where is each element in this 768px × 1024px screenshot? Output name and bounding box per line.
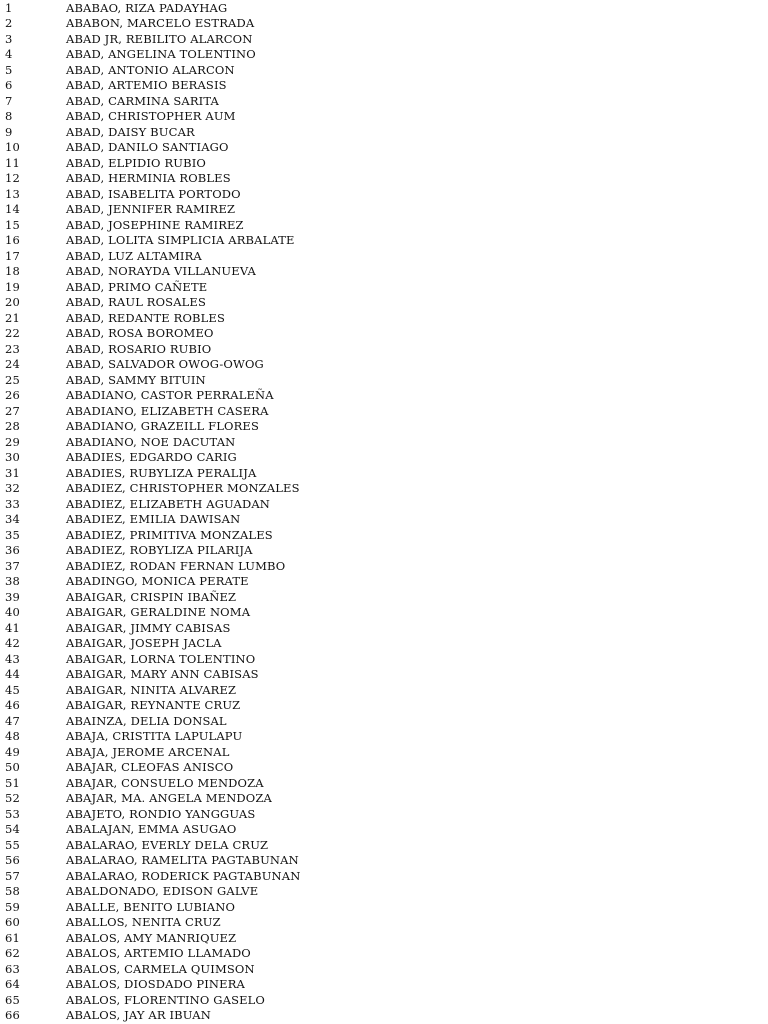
row-number: 35 — [5, 527, 20, 542]
list-row — [0, 807, 768, 823]
row-name: ABAD, RAUL ROSALES — [66, 295, 207, 309]
row-name: ABAD, JOSEPHINE RAMIREZ — [66, 217, 244, 232]
row-number: 20 — [5, 295, 20, 309]
row-number: 53 — [5, 806, 20, 821]
row-name: ABAD, LOLITA SIMPLICIA ARBALATE — [66, 233, 295, 247]
list-row — [0, 47, 768, 63]
list-row — [0, 218, 768, 234]
list-row — [0, 977, 768, 993]
row-name: ABAD, ANTONIO ALARCON — [66, 62, 235, 77]
list-row — [0, 853, 768, 869]
row-name: ABAD, DANILO SANTIAGO — [66, 140, 229, 154]
row-number: 21 — [5, 310, 20, 325]
row-name: ABAJETO, RONDIO YANGGUAS — [66, 806, 256, 821]
row-name: ABADIEZ, PRIMITIVA MONZALES — [66, 527, 273, 542]
row-number: 5 — [5, 62, 13, 77]
row-name: ABAIGAR, GERALDINE NOMA — [66, 605, 251, 619]
row-name: ABAD, HERMINIA ROBLES — [66, 171, 231, 185]
list-row — [0, 140, 768, 156]
list-row — [0, 869, 768, 885]
row-number: 55 — [5, 837, 20, 852]
list-row — [0, 900, 768, 916]
list-row — [0, 32, 768, 48]
list-row — [0, 373, 768, 389]
list-row — [0, 745, 768, 761]
row-number: 54 — [5, 822, 20, 836]
list-row — [0, 776, 768, 792]
list-row — [0, 109, 768, 125]
row-number: 46 — [5, 698, 20, 712]
row-number: 12 — [5, 171, 20, 185]
row-name: ABADIEZ, EMILIA DAWISAN — [66, 512, 241, 526]
row-number: 34 — [5, 512, 20, 526]
list-row — [0, 1008, 768, 1024]
list-row — [0, 295, 768, 311]
row-number: 8 — [5, 109, 13, 123]
list-row — [0, 450, 768, 466]
row-name: ABAD, ARTEMIO BERASIS — [66, 78, 227, 92]
row-number: 48 — [5, 729, 20, 743]
list-row — [0, 280, 768, 296]
row-name: ABALOS, ARTEMIO LLAMADO — [66, 946, 251, 960]
row-number: 65 — [5, 992, 20, 1007]
row-name: ABAD, CHRISTOPHER AUM — [66, 109, 236, 123]
list-row — [0, 419, 768, 435]
row-number: 37 — [5, 558, 20, 573]
list-row — [0, 993, 768, 1009]
row-name: ABAIGAR, LORNA TOLENTINO — [66, 651, 256, 666]
row-name: ABAIGAR, MARY ANN CABISAS — [66, 667, 259, 681]
list-row — [0, 357, 768, 373]
row-number: 30 — [5, 450, 20, 464]
row-name: ABAINZA, DELIA DONSAL — [66, 713, 227, 728]
row-name: ABADIES, RUBYLIZA PERALIJA — [66, 465, 257, 480]
list-row — [0, 187, 768, 203]
list-row — [0, 822, 768, 838]
list-row — [0, 388, 768, 404]
row-name: ABAD, CARMINA SARITA — [66, 93, 220, 108]
list-row — [0, 466, 768, 482]
row-number: 18 — [5, 264, 20, 278]
row-name: ABAIGAR, REYNANTE CRUZ — [66, 698, 241, 712]
row-name: ABADIEZ, ELIZABETH AGUADAN — [66, 496, 271, 511]
row-name: ABALLE, BENITO LUBIANO — [66, 899, 236, 914]
row-name: ABAJA, CRISTITA LAPULAPU — [66, 729, 243, 743]
list-row — [0, 497, 768, 513]
row-number: 38 — [5, 574, 20, 588]
row-name: ABAD, ROSARIO RUBIO — [66, 341, 212, 356]
row-number: 17 — [5, 248, 20, 263]
list-row — [0, 481, 768, 497]
row-number: 66 — [5, 1008, 20, 1022]
row-number: 32 — [5, 481, 20, 495]
row-name: ABAD, ANGELINA TOLENTINO — [66, 47, 256, 61]
row-number: 23 — [5, 341, 20, 356]
row-name: ABALOS, CARMELA QUIMSON — [66, 961, 255, 976]
row-name: ABAD, SAMMY BITUIN — [66, 372, 206, 387]
row-number: 15 — [5, 217, 20, 232]
list-row — [0, 249, 768, 265]
list-row — [0, 233, 768, 249]
list-row — [0, 621, 768, 637]
list-row — [0, 915, 768, 931]
row-number: 51 — [5, 775, 20, 790]
row-name: ABADIEZ, ROBYLIZA PILARIJA — [66, 543, 253, 557]
row-number: 10 — [5, 140, 20, 154]
list-row — [0, 683, 768, 699]
row-name: ABALOS, JAY AR IBUAN — [66, 1008, 211, 1022]
list-row — [0, 652, 768, 668]
row-number: 58 — [5, 884, 20, 898]
list-row — [0, 16, 768, 32]
row-name: ABALARAO, RAMELITA PAGTABUNAN — [66, 853, 299, 867]
list-row — [0, 636, 768, 652]
row-number: 11 — [5, 155, 20, 170]
list-row — [0, 94, 768, 110]
row-name: ABALAJAN, EMMA ASUGAO — [66, 822, 237, 836]
row-number: 6 — [5, 78, 13, 92]
list-row — [0, 404, 768, 420]
row-number: 59 — [5, 899, 20, 914]
row-number: 2 — [5, 16, 13, 30]
list-row — [0, 311, 768, 327]
list-row — [0, 264, 768, 280]
row-number: 63 — [5, 961, 20, 976]
row-number: 60 — [5, 915, 20, 929]
row-name: ABADIANO, ELIZABETH CASERA — [66, 403, 269, 418]
list-row — [0, 574, 768, 590]
list-row — [0, 590, 768, 606]
row-number: 28 — [5, 419, 20, 433]
list-row — [0, 791, 768, 807]
row-name: ABAJA, JEROME ARCENAL — [66, 744, 230, 759]
row-number: 19 — [5, 279, 20, 294]
list-row — [0, 838, 768, 854]
row-number: 44 — [5, 667, 20, 681]
list-row — [0, 342, 768, 358]
row-name: ABAD, DAISY BUCAR — [66, 124, 195, 139]
list-row — [0, 1, 768, 17]
row-number: 36 — [5, 543, 20, 557]
row-number: 56 — [5, 853, 20, 867]
row-name: ABALDONADO, EDISON GALVE — [66, 884, 259, 898]
row-name: ABAD JR, REBILITO ALARCON — [66, 31, 253, 46]
row-number: 3 — [5, 31, 13, 46]
row-number: 33 — [5, 496, 20, 511]
list-row — [0, 931, 768, 947]
row-number: 22 — [5, 326, 20, 340]
row-number: 25 — [5, 372, 20, 387]
row-number: 40 — [5, 605, 20, 619]
list-row — [0, 729, 768, 745]
row-number: 4 — [5, 47, 13, 61]
row-name: ABAD, JENNIFER RAMIREZ — [66, 202, 236, 216]
row-number: 1 — [5, 0, 13, 15]
row-name: ABALOS, AMY MANRIQUEZ — [66, 930, 237, 945]
row-name: ABAIGAR, NINITA ALVAREZ — [66, 682, 237, 697]
row-number: 24 — [5, 357, 20, 371]
row-number: 29 — [5, 434, 20, 449]
row-name: ABALARAO, RODERICK PAGTABUNAN — [66, 868, 301, 883]
list-row — [0, 156, 768, 172]
row-name: ABAIGAR, JOSEPH JACLA — [66, 636, 222, 650]
row-name: ABADIANO, NOE DACUTAN — [66, 434, 236, 449]
row-number: 7 — [5, 93, 13, 108]
row-number: 47 — [5, 713, 20, 728]
row-name: ABAD, NORAYDA VILLANUEVA — [66, 264, 256, 278]
row-name: ABABON, MARCELO ESTRADA — [66, 16, 255, 30]
list-row — [0, 125, 768, 141]
list-row — [0, 202, 768, 218]
list-row — [0, 528, 768, 544]
row-number: 64 — [5, 977, 20, 991]
row-number: 27 — [5, 403, 20, 418]
row-number: 13 — [5, 186, 20, 201]
row-name: ABAD, REDANTE ROBLES — [66, 310, 225, 325]
row-name: ABABAO, RIZA PADAYHAG — [66, 0, 228, 15]
row-name: ABALARAO, EVERLY DELA CRUZ — [66, 837, 269, 852]
row-name: ABADINGO, MONICA PERATE — [66, 574, 249, 588]
row-name: ABAJAR, MA. ANGELA MENDOZA — [66, 791, 272, 805]
row-number: 45 — [5, 682, 20, 697]
row-number: 50 — [5, 760, 20, 774]
row-number: 61 — [5, 930, 20, 945]
row-name: ABAD, PRIMO CAÑETE — [66, 279, 208, 294]
list-row — [0, 543, 768, 559]
row-number: 31 — [5, 465, 20, 480]
row-name: ABALOS, DIOSDADO PINERA — [66, 977, 245, 991]
row-name: ABADIES, EDGARDO CARIG — [66, 450, 237, 464]
row-number: 57 — [5, 868, 20, 883]
row-name: ABAD, ELPIDIO RUBIO — [66, 155, 206, 170]
row-name: ABAJAR, CLEOFAS ANISCO — [66, 760, 234, 774]
row-number: 14 — [5, 202, 20, 216]
list-row — [0, 63, 768, 79]
row-number: 52 — [5, 791, 20, 805]
list-row — [0, 714, 768, 730]
list-row — [0, 667, 768, 683]
row-name: ABALOS, FLORENTINO GASELO — [66, 992, 266, 1007]
list-row — [0, 78, 768, 94]
row-name: ABAD, LUZ ALTAMIRA — [66, 248, 202, 263]
list-row — [0, 760, 768, 776]
row-name: ABAIGAR, CRISPIN IBAÑEZ — [66, 589, 237, 604]
list-row — [0, 559, 768, 575]
row-number: 42 — [5, 636, 20, 650]
row-name: ABAD, SALVADOR OWOG-OWOG — [66, 357, 264, 371]
row-number: 62 — [5, 946, 20, 960]
row-name: ABADIANO, GRAZEILL FLORES — [66, 419, 259, 433]
row-number: 41 — [5, 620, 20, 635]
row-number: 16 — [5, 233, 20, 247]
list-row — [0, 946, 768, 962]
row-name: ABALLOS, NENITA CRUZ — [66, 915, 221, 929]
list-row — [0, 512, 768, 528]
row-name: ABADIEZ, RODAN FERNAN LUMBO — [66, 558, 286, 573]
row-name: ABADIEZ, CHRISTOPHER MONZALES — [66, 481, 300, 495]
row-name: ABAD, ISABELITA PORTODO — [66, 186, 241, 201]
list-row — [0, 435, 768, 451]
row-name: ABAJAR, CONSUELO MENDOZA — [66, 775, 264, 790]
row-name: ABAD, ROSA BOROMEO — [66, 326, 214, 340]
row-number: 9 — [5, 124, 13, 139]
list-row — [0, 962, 768, 978]
row-number: 49 — [5, 744, 20, 759]
list-row — [0, 698, 768, 714]
row-number: 39 — [5, 589, 20, 604]
list-row — [0, 884, 768, 900]
row-number: 26 — [5, 388, 20, 402]
list-row — [0, 326, 768, 342]
list-row — [0, 171, 768, 187]
row-number: 43 — [5, 651, 20, 666]
row-name: ABADIANO, CASTOR PERRALEÑA — [66, 388, 274, 402]
row-name: ABAIGAR, JIMMY CABISAS — [66, 620, 231, 635]
list-row — [0, 605, 768, 621]
